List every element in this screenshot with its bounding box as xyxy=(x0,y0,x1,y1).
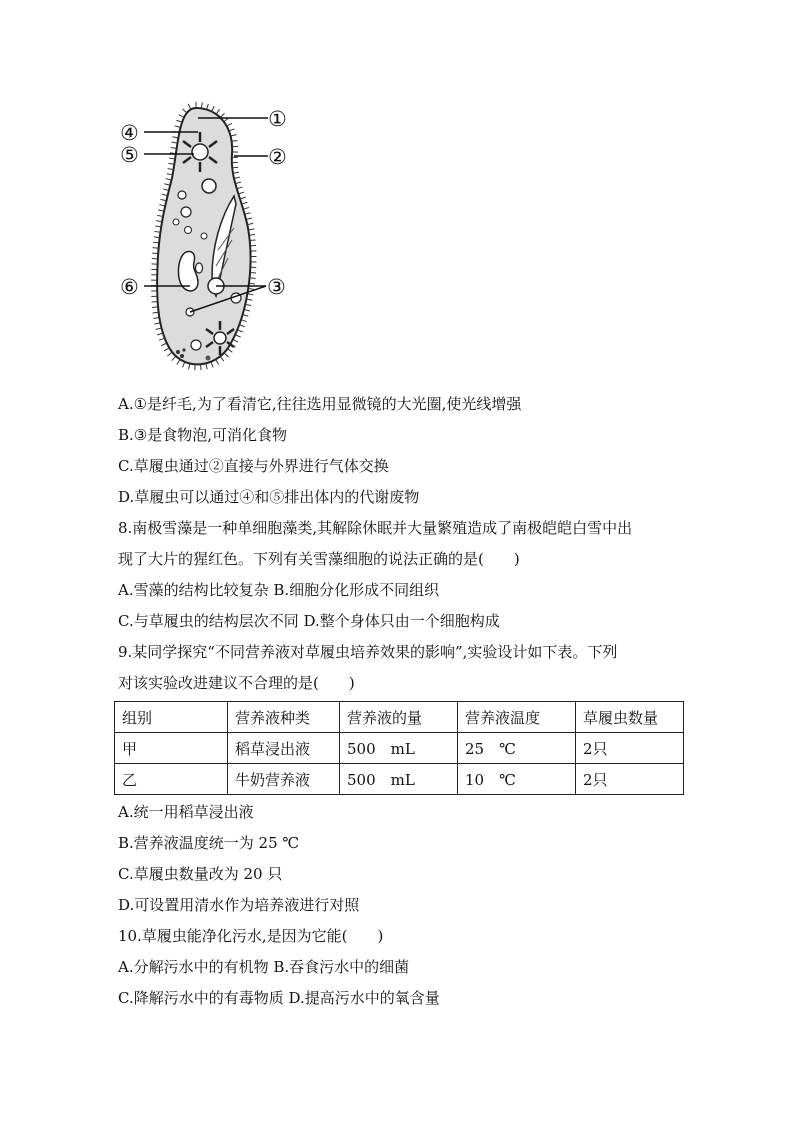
q7-option-a: A.①是纤毛,为了看清它,往往选用显微镜的大光圈,使光线增强 xyxy=(118,395,522,413)
table-cell: 25 ℃ xyxy=(458,733,576,764)
q7-option-c: C.草履虫通过②直接与外界进行气体交换 xyxy=(118,457,389,475)
label-2: ② xyxy=(268,145,287,169)
label-3: ③ xyxy=(267,275,286,299)
table-header-cell: 草履虫数量 xyxy=(576,702,684,733)
table-cell: 稻草浸出液 xyxy=(228,733,340,764)
table-header-cell: 营养液种类 xyxy=(228,702,340,733)
table-header-cell: 营养液的量 xyxy=(340,702,458,733)
q10-stem: 10.草履虫能净化污水,是因为它能( ) xyxy=(118,927,384,945)
q9-stem-line2: 对该实验改进建议不合理的是( ) xyxy=(118,674,355,692)
paramecium-diagram xyxy=(112,100,302,375)
table-header-cell: 组别 xyxy=(115,702,228,733)
table-cell: 2只 xyxy=(576,764,684,795)
q8-options-ab: A.雪藻的结构比较复杂 B.细胞分化形成不同组织 xyxy=(118,581,440,599)
q9-option-d: D.可设置用清水作为培养液进行对照 xyxy=(118,896,360,914)
table-cell: 500 mL xyxy=(340,764,458,795)
label-4: ④ xyxy=(120,121,139,145)
table-cell: 甲 xyxy=(115,733,228,764)
table-cell: 500 mL xyxy=(340,733,458,764)
label-5: ⑤ xyxy=(120,143,139,167)
q8-stem-line1: 8.南极雪藻是一种单细胞藻类,其解除休眠并大量繁殖造成了南极皑皑白雪中出 xyxy=(118,519,633,537)
q8-options-cd: C.与草履虫的结构层次不同 D.整个身体只由一个细胞构成 xyxy=(118,612,500,630)
table-cell: 乙 xyxy=(115,764,228,795)
q9-stem-line1: 9.某同学探究“不同营养液对草履虫培养效果的影响”,实验设计如下表。下列 xyxy=(118,643,618,661)
q7-option-b: B.③是食物泡,可消化食物 xyxy=(118,426,288,444)
q9-experiment-table xyxy=(114,701,684,795)
table-cell: 牛奶营养液 xyxy=(228,764,340,795)
q10-options-cd: C.降解污水中的有毒物质 D.提高污水中的氧含量 xyxy=(118,989,440,1007)
label-1: ① xyxy=(268,107,287,131)
q9-option-a: A.统一用稻草浸出液 xyxy=(118,803,254,821)
label-6: ⑥ xyxy=(120,275,139,299)
macronucleus xyxy=(179,251,198,290)
table-row xyxy=(115,764,684,795)
q7-option-d: D.草履虫可以通过④和⑤排出体内的代谢废物 xyxy=(118,488,420,506)
micronucleus xyxy=(196,263,203,273)
table-cell: 10 ℃ xyxy=(458,764,576,795)
q9-option-b: B.营养液温度统一为 25 ℃ xyxy=(118,834,300,852)
table-cell: 2只 xyxy=(576,733,684,764)
table-header-row xyxy=(115,702,684,733)
q8-stem-line2: 现了大片的猩红色。下列有关雪藻细胞的说法正确的是( ) xyxy=(118,550,520,568)
table-header-cell: 营养液温度 xyxy=(458,702,576,733)
q10-options-ab: A.分解污水中的有机物 B.吞食污水中的细菌 xyxy=(118,958,410,976)
table-row xyxy=(115,733,684,764)
q9-option-c: C.草履虫数量改为 20 只 xyxy=(118,865,283,883)
